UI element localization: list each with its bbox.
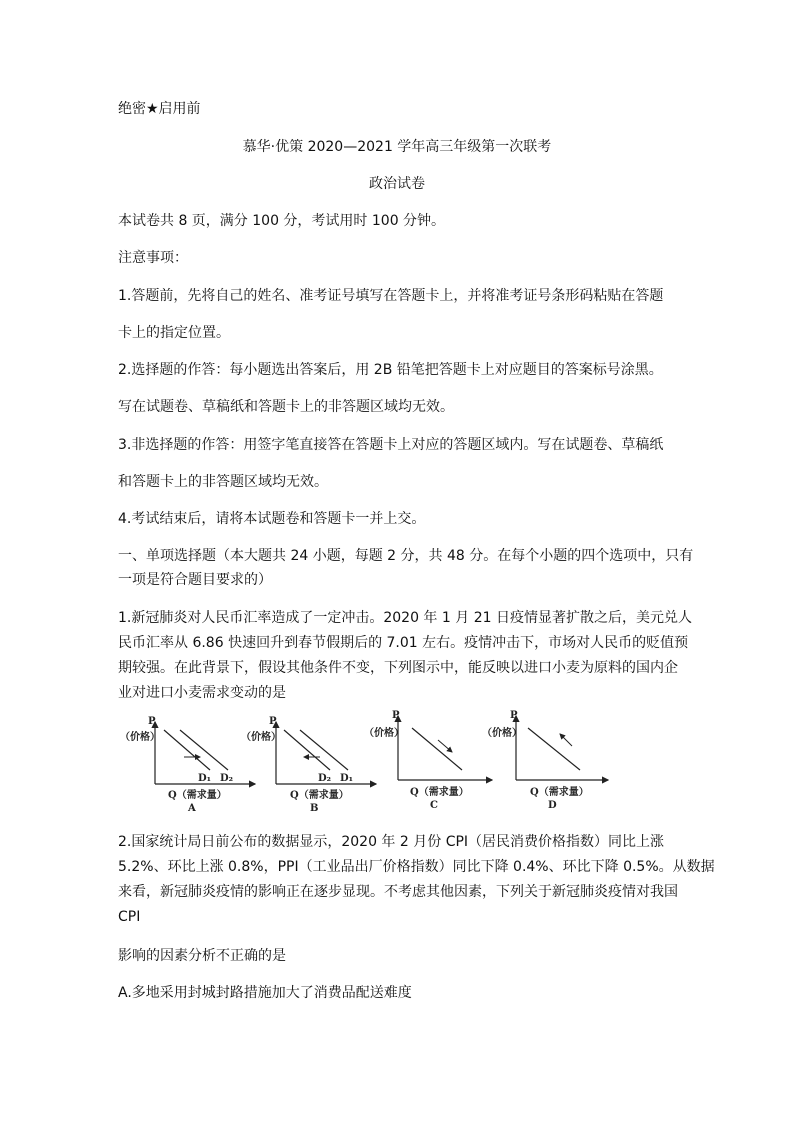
question-1-line: 1.新冠肺炎对人民币汇率造成了一定冲击。2020 年 1 月 21 日疫情显著扩散之后，美元兑人 [118,610,692,626]
graph-d [482,710,608,811]
question-1-line: 期较强。在此背景下，假设其他条件不变，下列图示中，能反映以进口小麦为原料的国内企 [118,660,678,676]
question-2-line: 来看，新冠肺炎疫情的影响正在逐步显现。不考虑其他因素，下列关于新冠肺炎疫情对我国 [118,884,678,900]
graph-a [120,716,255,814]
graph-c [364,710,492,811]
quantity-label: Q（需求量） [290,790,349,801]
notice-line: 4.考试结束后，请将本试题卷和答题卡一并上交。 [118,511,426,527]
subject-title: 政治试卷 [369,176,425,192]
demand-graphs-svg [120,712,610,816]
graph-letter: B [310,803,319,814]
quantity-label: Q（需求量） [530,787,589,798]
section-heading: 一项是符合题目要求的） [118,572,272,588]
quantity-label: Q（需求量） [168,790,227,801]
question-1-line: 业对进口小麦需求变动的是 [118,685,286,701]
curve-label: D₂ [318,773,332,784]
price-label: （价格） [241,732,281,743]
curve-label: D₁ [340,773,354,784]
quantity-label: Q（需求量） [410,787,469,798]
price-label: （价格） [364,728,404,739]
notice-line: 写在试题卷、草稿纸和答题卡上的非答题区域均无效。 [118,399,454,415]
p-label: P [392,710,400,721]
graph-letter: D [548,800,557,811]
question-1-line: 民币汇率从 6.86 快速回升到春节假期后的 7.01 左右。疫情冲击下，市场对人民币的贬值预 [118,635,689,651]
intro-text: 本试卷共 8 页，满分 100 分，考试用时 100 分钟。 [118,213,446,229]
p-label: P [510,710,518,721]
graph-letter: A [188,803,196,814]
notice-line: 和答题卡上的非答题区域均无效。 [118,474,328,490]
curve-label: D₂ [220,773,234,784]
option-a: A.多地采用封城封路措施加大了消费品配送难度 [118,985,412,1001]
graph-b [241,716,376,814]
p-label: P [148,716,156,727]
notice-line: 3.非选择题的作答：用签字笔直接答在答题卡上对应的答题区域内。写在试题卷、草稿纸 [118,437,664,453]
curve-label: D₁ [198,773,212,784]
graph-letter: C [430,800,438,811]
demand-curve [528,728,580,770]
question-2-line: 5.2%、环比上涨 0.8%，PPI（工业品出厂价格指数）同比下降 0.4%、环比下降 0.5%。从数据 [118,859,715,875]
p-label: P [269,716,277,727]
notice-title: 注意事项： [118,250,188,266]
secret-label: 绝密★启用前 [118,101,201,117]
question-2-line: CPI [118,909,141,925]
question-2-line: 2.国家统计局日前公布的数据显示，2020 年 2 月份 CPI（居民消费价格指数）同比上涨 [118,834,665,850]
price-label: （价格） [120,732,160,743]
exam-title: 慕华·优策 2020—2021 学年高三年级第一次联考 [242,139,552,155]
question-2-stem-end: 影响的因素分析不正确的是 [118,948,286,964]
price-label: （价格） [482,728,522,739]
notice-line: 1.答题前，先将自己的姓名、准考证号填写在答题卡上，并将准考证号条形码粘贴在答题 [118,288,664,304]
movement-arrow [560,734,572,746]
notice-line: 卡上的指定位置。 [118,325,230,341]
demand-curve [412,728,462,770]
section-heading: 一、单项选择题（本大题共 24 小题，每题 2 分，共 48 分。在每个小题的四个选项中，只有 [118,548,694,564]
notice-line: 2.选择题的作答：每小题选出答案后，用 2B 铅笔把答题卡上对应题目的答案标号涂黑。 [118,362,663,378]
demand-graphs-figure [120,712,610,816]
movement-arrow [438,740,452,752]
